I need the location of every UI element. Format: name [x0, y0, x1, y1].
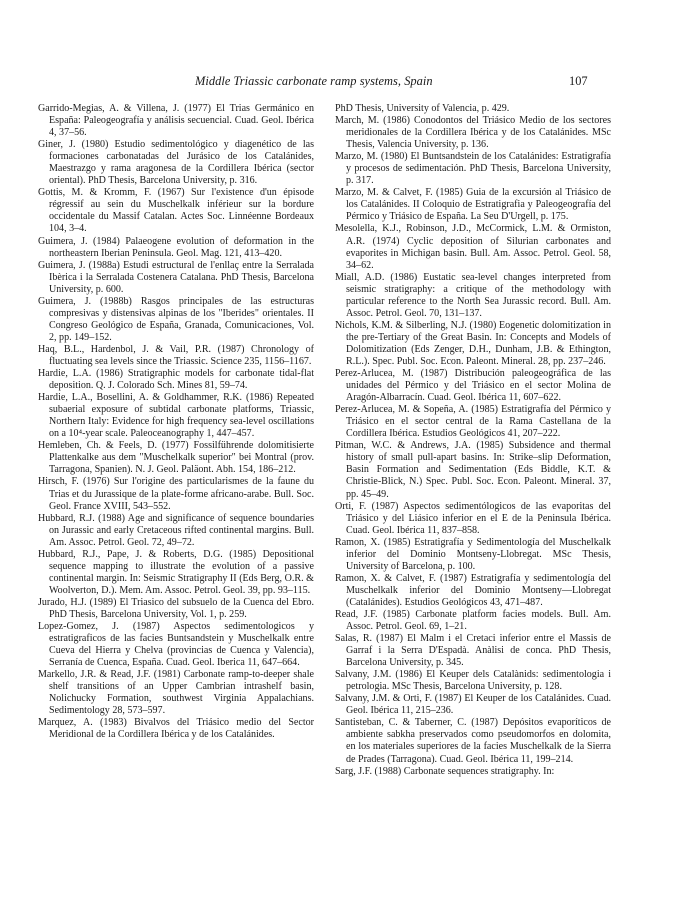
reference-entry: Orti, F. (1987) Aspectos sedimentólogicos de las evaporitas del Triásico y del Liásico inferior en el E de la Peninsula Ibérica. Cuad. Geol. Ibérica 11, 837–858.	[335, 500, 611, 536]
reference-entry: Gottis, M. & Kromm, F. (1967) Sur l'existence d'un épisode régressif au sein du Muschelkalk inférieur sur la bordure occidentale du Massif Catalan. Actes Soc. Linnéenne Bordeaux 104, 3–4.	[38, 187, 314, 235]
reference-entry: Salvany, J.M. (1986) El Keuper dels Catalànids: sedimentologia i petrologia. MSc Thesis, Barcelona University, p. 128.	[335, 669, 611, 693]
reference-entry: Sarg, J.F. (1988) Carbonate sequences stratigraphy. In:	[335, 765, 555, 777]
reference-entry: Guimera, J. (1984) Palaeogene evolution of deformation in the northeastern Iberian Peninsula. Geol. Mag. 121, 413–420.	[38, 235, 314, 259]
references-column-left	[38, 103, 314, 741]
reference-entry: Miall, A.D. (1986) Eustatic sea-level changes interpreted from seismic stratigraphy: a critique of the methodology with particular reference to the North Sea Jurassic record. Bull. Am. Assoc. Petrol. Geol. 70, 131–137.	[335, 271, 611, 319]
reference-entry: Marzo, M. (1980) El Buntsandstein de los Catalánides: Estratigrafía y procesos de sedimentación. PhD Thesis, Barcelona University, p. 317.	[335, 151, 611, 187]
reference-entry: Marquez, A. (1983) Bivalvos del Triásico medio del Sector Meridional de la Cordillera Ibérica y de los Catalánides.	[38, 717, 314, 741]
reference-entry: Haq, B.L., Hardenbol, J. & Vail, P.R. (1987) Chronology of fluctuating sea levels since the Triassic. Science 235, 1156–1167.	[38, 343, 314, 367]
reference-entry: Salas, R. (1987) El Malm i el Cretaci inferior entre el Massis de Garraf i la Serra D'Espadà. Anàlisi de conca. PhD Thesis, Barcelona University, p. 345.	[335, 633, 611, 669]
reference-entry: Markello, J.R. & Read, J.F. (1981) Carbonate ramp-to-deeper shale shelf transitions of an Upper Cambrian intrashelf basin, Nolichucky Formation, southwest Virginia Appalachians. Sedimentology 28, 573–597.	[38, 669, 314, 717]
reference-entry: Jurado, H.J. (1989) El Triasico del subsuelo de la Cuenca del Ebro. PhD Thesis, Barcelona University, Vol. 1, p. 259.	[38, 596, 314, 620]
reference-entry: Hemleben, Ch. & Feels, D. (1977) Fossilführende dolomitisierte Plattenkalke aus dem "Muschelkalk superior" bei Montral (prov. Tarragona, Spanien). N. J. Geol. Paläont. Abh. 154, 186–212.	[38, 440, 314, 476]
reference-entry: Giner, J. (1980) Estudio sedimentológico y diagenético de las formaciones carbonatadas del Jurásico de los Catalánides, Maestrazgo y rama aragonesa de la Cordillera Ibérica (sector oriental). PhD Thesis, Barcelona University, p. 316.	[38, 139, 314, 187]
reference-entry: Ramon, X. (1985) Estratigrafía y Sedimentología del Muschelkalk inferior del Dominio Montseny-Llobregat. MSc Thesis, University of Barcelona, p. 100.	[335, 536, 611, 572]
reference-entry: Guimera, J. (1988a) Estudi estructural de l'enllaç entre la Serralada Ibèrica i la Serralada Costenera Catalana. PhD Thesis, Barcelona University, p. 600.	[38, 259, 314, 295]
reference-entry: Hirsch, F. (1976) Sur l'origine des particularismes de la faune du Trias et du Jurassique de la plate-forme africano-arabe. Bull. Soc. Geol. France XVIII, 543–552.	[38, 476, 314, 512]
reference-entry: Salvany, J.M. & Orti, F. (1987) El Keuper de los Catalánides. Cuad. Geol. Ibérica 11, 215–236.	[335, 693, 611, 717]
reference-entry: Marzo, M. & Calvet, F. (1985) Guia de la excursión al Triásico de los Catalánides. II Coloquio de Estratigrafia y Paleogeografía del Pérmico y Triásico de España. La Seu D'Urgell, p. 175.	[335, 187, 611, 223]
reference-entry: Garrido-Megias, A. & Villena, J. (1977) El Trias Germánico en España: Paleogeografía y análisis secuencial. Cuad. Geol. Ibérica 4, 37–56.	[38, 103, 314, 139]
reference-entry: Santisteban, C. & Taberner, C. (1987) Depósitos evaporíticos de ambiente sabkha preservados como pseudomorfos en dolomita, en los materiales superiores de la facies Muschelkalk de la Sierra de Prades (Tarragona). Cuad. Geol. Ibérica 11, 199–214.	[335, 717, 611, 765]
reference-entry: Hubbard, R.J. (1988) Age and significance of sequence boundaries on Jurassic and early Cretaceous rifted continental margins. Bull. Am. Assoc. Petrol. Geol. 72, 49–72.	[38, 512, 314, 548]
reference-entry: Hardie, L.A., Bosellini, A. & Goldhammer, R.K. (1986) Repeated subaerial exposure of subtidal carbonate platforms, Triassic, Northern Italy: Evidence for high frequency sea-level oscillations on a 10⁴-year scale. Paleoceanography 1, 447–457.	[38, 392, 314, 440]
reference-entry: Perez-Arlucea, M. (1987) Distribución paleogeográfica de las unidades del Pérmico y del Triásico en el sector Molina de Aragón-Albarracín. Cuad. Geol. Ibérica 11, 607–622.	[335, 368, 611, 404]
reference-entry: Hardie, L.A. (1986) Stratigraphic models for carbonate tidal-flat deposition. Q. J. Colorado Sch. Mines 81, 59–74.	[38, 368, 314, 392]
reference-entry: Mesolella, K.J., Robinson, J.D., McCormick, L.M. & Ormiston, A.R. (1974) Cyclic deposition of Silurian carbonates and evaporites in Michigan basin. Bull. Am. Assoc. Petrol. Geol. 58, 34–62.	[335, 223, 611, 271]
reference-entry: Read, J.F. (1985) Carbonate platform facies models. Bull. Am. Assoc. Petrol. Geol. 69, 1–21.	[335, 608, 611, 633]
reference-entry: Nichols, K.M. & Silberling, N.J. (1980) Eogenetic dolomitization in the pre-Tertiary of the Great Basin. In: Concepts and Models of Dolomitization (Eds Zenger, D.H., Dunham, J.B. & Ethington, R.L.). Spec. Publ. Soc. Econ. Paleont. Mineral. 28, pp. 237–246.	[335, 319, 611, 367]
reference-entry: Hubbard, R.J., Pape, J. & Roberts, D.G. (1985) Depositional sequence mapping to illustrate the evolution of a passive continental margin. In: Seismic Stratigraphy II (Eds Berg, O.R. & Woolverton, D.). Mem. Am. Assoc. Petrol. Geol. 39, pp. 93–115.	[38, 548, 314, 596]
reference-entry: Pitman, W.C. & Andrews, J.A. (1985) Subsidence and thermal history of small pull-apart basins. In: Strike–slip Deformation, Basin Formation and Sedimentation (Eds Biddle, K.T. & Christie-Blick, N.) Spec. Publ. Soc. Econ. Paleont. Mineral. 37, pp. 45–49.	[335, 440, 611, 500]
reference-entry: Guimera, J. (1988b) Rasgos principales de las estructuras compresivas y distensivas alpinas de los "Iberides" orientales. II Congreso Geológico de España, Granada, Comunicaciones, Vol. 2, pp. 149–152.	[38, 295, 314, 343]
page-number: 107	[569, 74, 588, 88]
page-header	[0, 74, 691, 94]
reference-entry: Perez-Arlucea, M. & Sopeña, A. (1985) Estratigrafía del Pérmico y Triásico en el sector central de la Rama Castellana de la Cordillera Ibérica. Estudios Geológicos 41, 207–222.	[335, 404, 611, 440]
reference-entry: Ramon, X. & Calvet, F. (1987) Estratigrafía y sedimentología del Muschelkalk inferior del Dominio Montseny—Llobregat (Catalánides). Estudios Geológicos 43, 471–487.	[335, 572, 611, 608]
running-title: Middle Triassic carbonate ramp systems, Spain	[195, 74, 433, 88]
reference-entry: Lopez-Gomez, J. (1987) Aspectos sedimentologicos y estratigraficos de las facies Buntsandstein y Muschelkalk entre Cueva del Hierra y Chelva (provincias de Cuenca y Valencia), Serranía de Cuenca, España. Cuad. Geol. Iberica 11, 647–664.	[38, 621, 314, 669]
reference-entry: PhD Thesis, University of Valencia, p. 429.	[335, 103, 510, 114]
references-column-right	[335, 103, 611, 778]
reference-entry: March, M. (1986) Conodontos del Triásico Medio de los sectores meridionales de la Cordillera Ibérica y de los Catalánides. MSc Thesis, Valencia University, p. 136.	[335, 115, 611, 151]
